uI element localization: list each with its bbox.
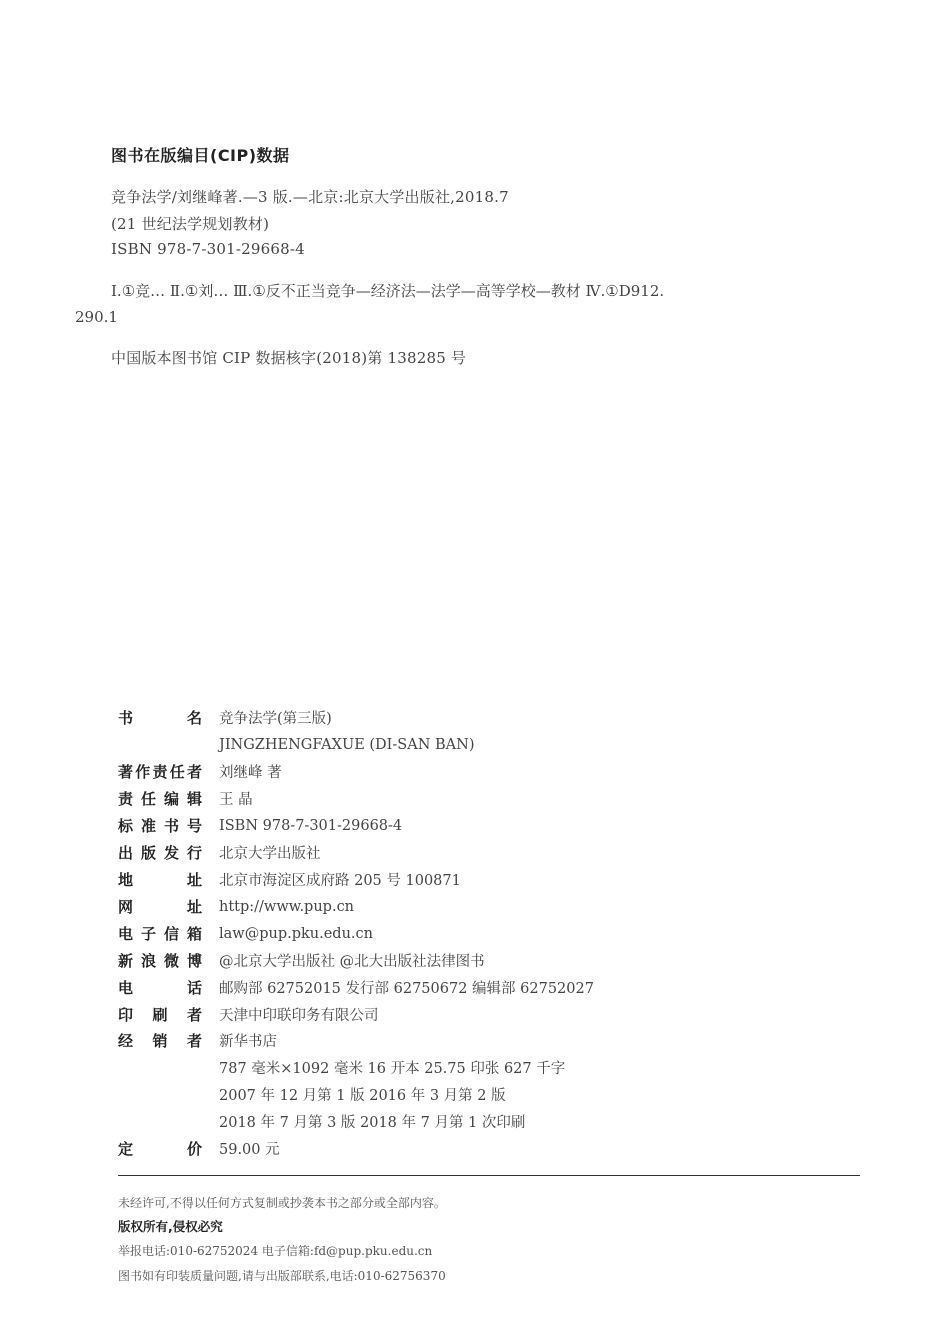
info-value-author: 刘继峰 著 — [219, 765, 282, 781]
info-value-editions-2: 2018 年 7 月第 3 版 2018 年 7 月第 1 次印刷 — [219, 1115, 526, 1131]
info-label-editor: 责 任 编 辑 — [118, 790, 202, 808]
info-value-address: 北京市海淀区成府路 205 号 100871 — [219, 873, 461, 889]
info-row-printer — [118, 1001, 379, 1028]
info-row-book-name — [118, 704, 332, 731]
footer-report: 举报电话:010-62752024 电子信箱:fd@pup.pku.edu.cn — [118, 1244, 433, 1258]
info-label-printer: 印 刷 者 — [118, 1006, 202, 1024]
footer-rights: 版权所有,侵权必究 — [118, 1219, 223, 1234]
info-label-phone: 电 话 — [118, 979, 202, 997]
footer-notice: 未经许可,不得以任何方式复制或抄袭本书之部分或全部内容。 — [118, 1196, 446, 1210]
info-value-editions-1: 2007 年 12 月第 1 版 2016 年 3 月第 2 版 — [219, 1088, 506, 1104]
info-value-email: law@pup.pku.edu.cn — [219, 925, 373, 942]
info-value-weibo: @北京大学出版社 @北大出版社法律图书 — [219, 954, 485, 970]
info-label-weibo: 新 浪 微 博 — [118, 952, 202, 970]
info-value-publisher: 北京大学出版社 — [219, 846, 321, 862]
info-row-weibo — [118, 947, 485, 974]
info-label-publisher: 出 版 发 行 — [118, 844, 202, 862]
info-value-printer: 天津中印联印务有限公司 — [219, 1008, 379, 1024]
info-label-distributor: 经 销 者 — [118, 1032, 202, 1050]
info-value-price: 59.00 元 — [219, 1142, 280, 1158]
info-row-publisher — [118, 839, 321, 866]
info-label-isbn: 标 准 书 号 — [118, 817, 202, 835]
cip-title: 图书在版编目(CIP)数据 — [111, 146, 290, 165]
info-row-isbn — [118, 812, 403, 839]
info-row-editor — [118, 785, 253, 812]
info-label-website: 网 址 — [118, 898, 202, 916]
info-label-address: 地 址 — [118, 871, 202, 889]
info-value-isbn: ISBN 978-7-301-29668-4 — [219, 817, 403, 834]
info-value-website: http://www.pup.cn — [219, 898, 355, 915]
info-label-author: 著 作 责 任 者 — [118, 763, 202, 781]
info-row-phone — [118, 974, 594, 1001]
info-label-price: 定 价 — [118, 1140, 202, 1158]
info-label-book-name: 书 名 — [118, 709, 202, 727]
footer-divider — [118, 1175, 860, 1176]
info-value-book-name: 竞争法学(第三版) — [219, 711, 332, 727]
footer-quality: 图书如有印装质量问题,请与出版部联系,电话:010-62756370 — [118, 1269, 446, 1283]
cip-line-isbn: ISBN 978-7-301-29668-4 — [111, 240, 305, 258]
info-value-format: 787 毫米×1092 毫米 16 开本 25.75 印张 627 千字 — [219, 1061, 566, 1077]
cip-verification: 中国版本图书馆 CIP 数据核字(2018)第 138285 号 — [111, 349, 467, 367]
info-value-pinyin: JINGZHENGFAXUE (DI-SAN BAN) — [219, 736, 475, 753]
info-label-email: 电 子 信 箱 — [118, 925, 202, 943]
cip-classification: Ⅰ.①竞… Ⅱ.①刘… Ⅲ.①反不正当竞争—经济法—法学—高等学校—教材 Ⅳ.①D912. — [111, 282, 665, 300]
info-row-distributor — [118, 1027, 277, 1054]
info-value-phone: 邮购部 62752015 发行部 62750672 编辑部 62752027 — [219, 981, 594, 997]
info-row-email — [118, 920, 373, 947]
info-value-distributor: 新华书店 — [219, 1034, 277, 1050]
info-row-address — [118, 866, 461, 893]
cip-line-title-author: 竞争法学/刘继峰著.—3 版.—北京:北京大学出版社,2018.7 — [111, 188, 509, 206]
cip-line-series: (21 世纪法学规划教材) — [111, 215, 270, 233]
info-value-editor: 王 晶 — [219, 792, 253, 808]
cip-classification-cont: 290.1 — [75, 308, 118, 326]
info-row-price — [118, 1135, 280, 1162]
info-row-website — [118, 893, 355, 920]
info-row-author — [118, 758, 282, 785]
